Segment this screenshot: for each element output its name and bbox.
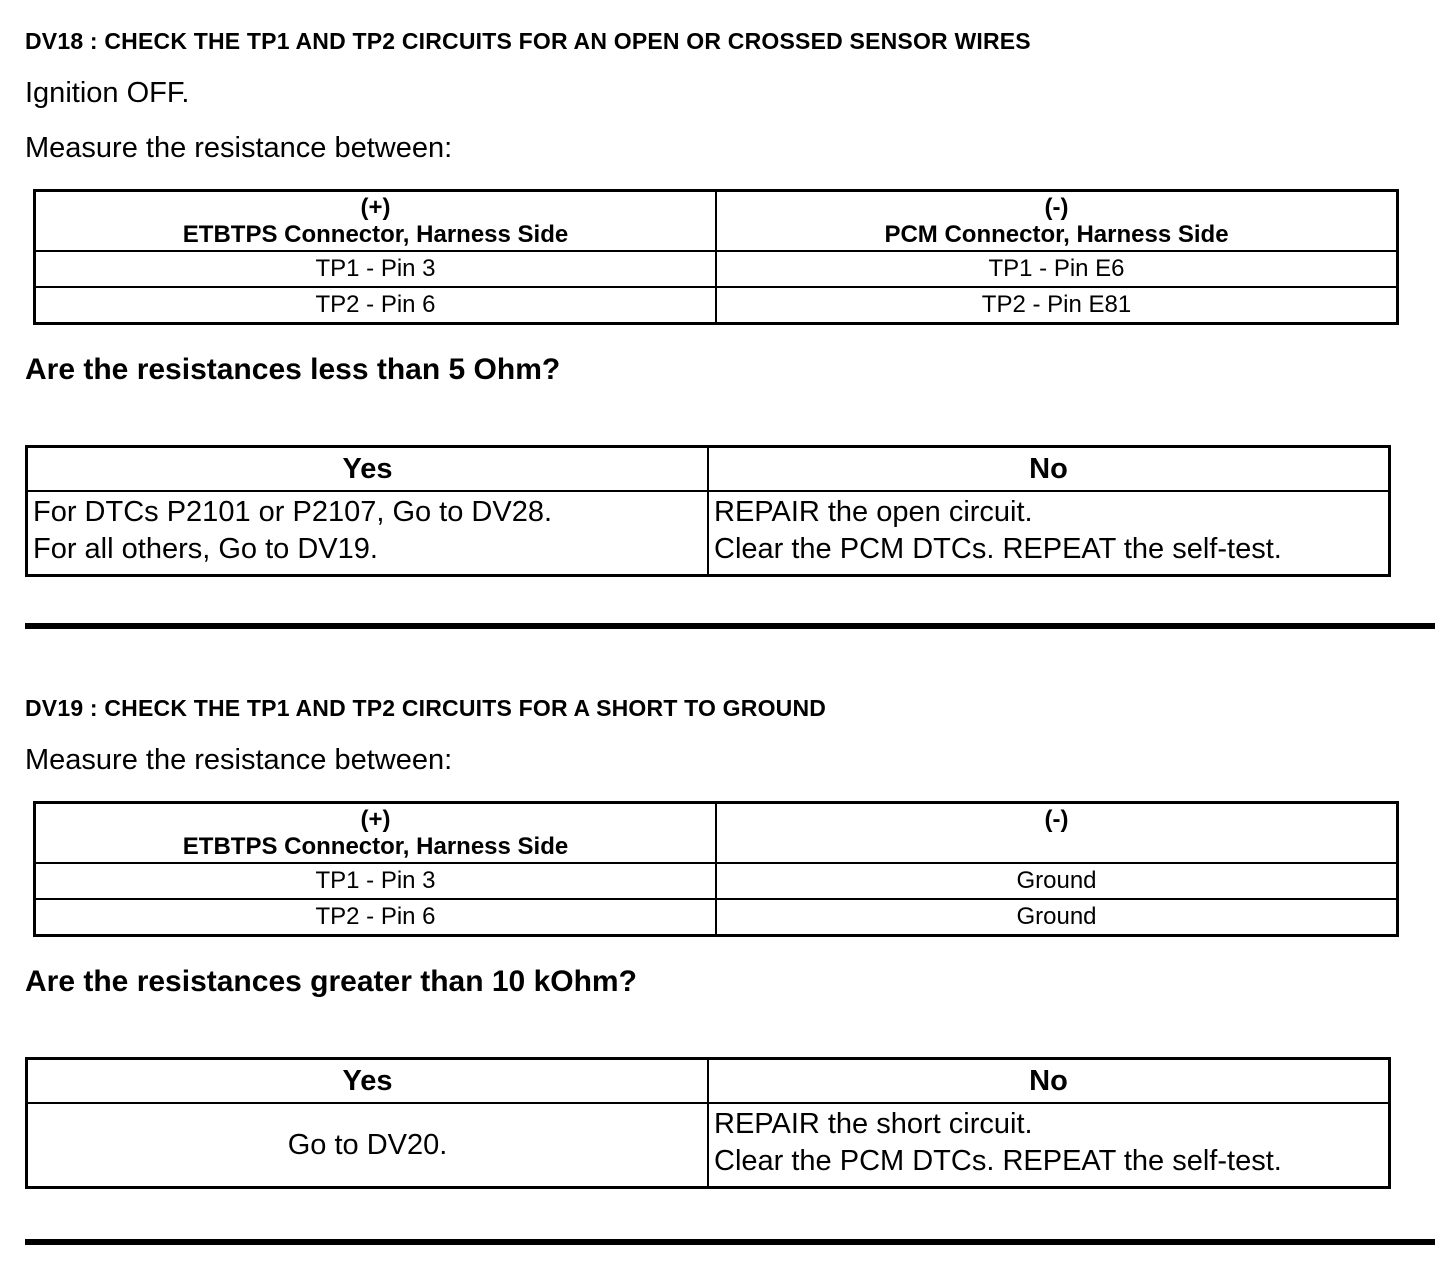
measurement-cell: TP1 - Pin E6 <box>716 251 1398 287</box>
table-row <box>35 899 1398 936</box>
measurement-table-dv18 <box>33 189 1399 325</box>
table-row <box>35 251 1398 287</box>
section-title-dv19: DV19 : CHECK THE TP1 AND TP2 CIRCUITS FOR A SHORT TO GROUND <box>25 695 827 721</box>
table-header-row <box>35 191 1398 252</box>
yes-action-cell <box>27 491 709 576</box>
yes-column-header: Yes <box>27 447 709 492</box>
decision-table-dv18 <box>25 445 1391 577</box>
no-action-line: Clear the PCM DTCs. REPEAT the self-test. <box>714 533 1282 565</box>
measurement-cell: Ground <box>716 863 1398 899</box>
plus-column-header <box>35 803 717 864</box>
plus-column-header <box>35 191 717 252</box>
decision-table-dv19 <box>25 1057 1391 1189</box>
measurement-cell: Ground <box>716 899 1398 936</box>
measurement-cell: TP2 - Pin E81 <box>716 287 1398 324</box>
instruction-measure-resistance: Measure the resistance between: <box>25 744 453 776</box>
yes-action-cell <box>27 1103 709 1188</box>
page-bottom-rule <box>25 1239 1435 1245</box>
minus-sign-label: (-) <box>1044 806 1069 833</box>
no-action-cell <box>708 491 1390 576</box>
plus-sign-label: (+) <box>360 194 391 221</box>
minus-column-header <box>716 191 1398 252</box>
question-resistances-less-5ohm: Are the resistances less than 5 Ohm? <box>25 353 561 386</box>
no-action-line: Clear the PCM DTCs. REPEAT the self-test. <box>714 1145 1282 1177</box>
no-action-line: REPAIR the short circuit. <box>714 1108 1033 1140</box>
plus-connector-label: ETBTPS Connector, Harness Side <box>182 833 569 860</box>
table-row <box>27 1103 1390 1188</box>
measurement-cell: TP2 - Pin 6 <box>35 899 717 936</box>
table-row <box>35 287 1398 324</box>
table-row <box>27 491 1390 576</box>
table-row <box>35 863 1398 899</box>
section-dv19 <box>25 695 1432 1189</box>
section-divider-rule <box>25 623 1435 629</box>
instruction-ignition-off: Ignition OFF. <box>25 77 190 109</box>
table-header-row <box>27 1059 1390 1104</box>
plus-connector-label: ETBTPS Connector, Harness Side <box>182 221 569 248</box>
no-action-cell <box>708 1103 1390 1188</box>
yes-action-line: Go to DV20. <box>287 1128 448 1161</box>
plus-sign-label: (+) <box>360 806 391 833</box>
measurement-cell: TP2 - Pin 6 <box>35 287 717 324</box>
no-action-line: REPAIR the open circuit. <box>714 496 1033 528</box>
minus-column-header <box>716 803 1398 864</box>
question-resistances-greater-10kohm: Are the resistances greater than 10 kOhm? <box>25 965 637 998</box>
minus-connector-label: PCM Connector, Harness Side <box>884 221 1229 248</box>
measurement-cell: TP1 - Pin 3 <box>35 863 717 899</box>
table-header-row <box>35 803 1398 864</box>
minus-sign-label: (-) <box>1044 194 1069 221</box>
section-dv18 <box>25 28 1432 577</box>
section-title-dv18: DV18 : CHECK THE TP1 AND TP2 CIRCUITS FOR AN OPEN OR CROSSED SENSOR WIRES <box>25 28 1031 54</box>
minus-connector-label <box>723 833 1390 860</box>
no-column-header: No <box>708 1059 1390 1104</box>
no-column-header: No <box>708 447 1390 492</box>
measurement-cell: TP1 - Pin 3 <box>35 251 717 287</box>
yes-action-line: For all others, Go to DV19. <box>33 533 378 565</box>
table-header-row <box>27 447 1390 492</box>
yes-column-header: Yes <box>27 1059 709 1104</box>
instruction-measure-resistance: Measure the resistance between: <box>25 132 453 164</box>
yes-action-line: For DTCs P2101 or P2107, Go to DV28. <box>33 496 553 528</box>
measurement-table-dv19 <box>33 801 1399 937</box>
